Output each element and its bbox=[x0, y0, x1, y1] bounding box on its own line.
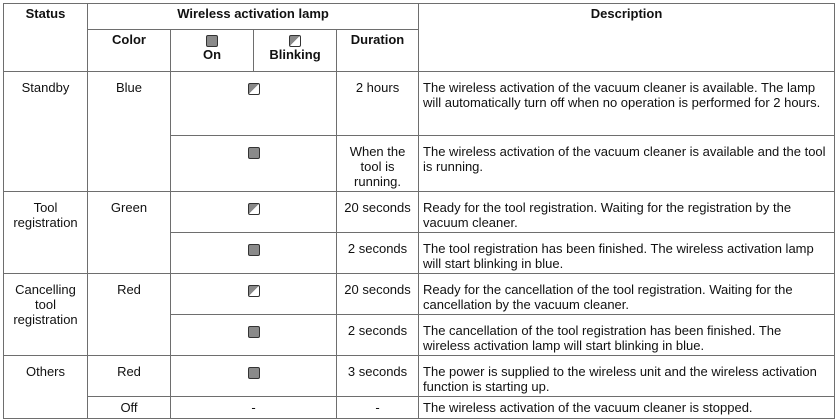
duration-cell: 20 seconds bbox=[337, 192, 419, 233]
header-blinking-label: Blinking bbox=[269, 47, 321, 62]
header-on bbox=[171, 30, 254, 72]
lamp-cell bbox=[171, 233, 337, 274]
description-cell: The cancellation of the tool registration has been finished. The wireless activation lamp will start blinking in blue. bbox=[419, 315, 835, 356]
status-cell: Cancelling tool registration bbox=[4, 274, 88, 356]
lamp-cell bbox=[171, 315, 337, 356]
duration-cell: 2 seconds bbox=[337, 315, 419, 356]
color-cell: Green bbox=[88, 192, 171, 274]
description-cell: The wireless activation of the vacuum cleaner is available and the tool is running. bbox=[419, 136, 835, 192]
description-cell: The wireless activation of the vacuum cleaner is stopped. bbox=[419, 397, 835, 419]
lamp-cell bbox=[171, 72, 337, 136]
duration-cell: 2 hours bbox=[337, 72, 419, 136]
lamp-on-icon bbox=[248, 244, 260, 256]
table-row bbox=[4, 192, 835, 233]
status-cell: Standby bbox=[4, 72, 88, 192]
description-cell: Ready for the cancellation of the tool registration. Waiting for the cancellation by the vacuum cleaner. bbox=[419, 274, 835, 315]
header-duration: Duration bbox=[337, 30, 419, 72]
duration-cell: - bbox=[337, 397, 419, 419]
lamp-cell bbox=[171, 192, 337, 233]
lamp-on-icon bbox=[248, 147, 260, 159]
lamp-cell bbox=[171, 356, 337, 397]
description-cell: The tool registration has been finished. The wireless activation lamp will start blinking in blue. bbox=[419, 233, 835, 274]
lamp-blinking-icon bbox=[248, 83, 260, 95]
lamp-on-icon bbox=[206, 35, 218, 47]
table-row bbox=[4, 274, 835, 315]
lamp-blinking-icon bbox=[248, 203, 260, 215]
lamp-cell: - bbox=[171, 397, 337, 419]
color-cell: Red bbox=[88, 356, 171, 397]
color-cell: Off bbox=[88, 397, 171, 419]
duration-cell: 2 seconds bbox=[337, 233, 419, 274]
lamp-on-icon bbox=[248, 326, 260, 338]
duration-cell: 20 seconds bbox=[337, 274, 419, 315]
lamp-blinking-icon bbox=[248, 285, 260, 297]
table-row bbox=[4, 397, 835, 419]
lamp-blinking-icon bbox=[289, 35, 301, 47]
status-cell: Others bbox=[4, 356, 88, 419]
header-color: Color bbox=[88, 30, 171, 72]
header-lamp: Wireless activation lamp bbox=[88, 4, 419, 30]
description-cell: The wireless activation of the vacuum cleaner is available. The lamp will automatically turn off when no operation is performed for 2 hours. bbox=[419, 72, 835, 136]
table-row bbox=[4, 72, 835, 136]
header-description: Description bbox=[419, 4, 835, 72]
description-cell: Ready for the tool registration. Waiting for the registration by the vacuum cleaner. bbox=[419, 192, 835, 233]
header-status: Status bbox=[4, 4, 88, 72]
header-blinking bbox=[254, 30, 337, 72]
duration-cell: 3 seconds bbox=[337, 356, 419, 397]
status-cell: Tool registration bbox=[4, 192, 88, 274]
lamp-cell bbox=[171, 274, 337, 315]
lamp-cell bbox=[171, 136, 337, 192]
description-cell: The power is supplied to the wireless unit and the wireless activation function is starting up. bbox=[419, 356, 835, 397]
wireless-lamp-table bbox=[3, 3, 835, 419]
duration-cell: When the tool is running. bbox=[337, 136, 419, 192]
header-on-label: On bbox=[202, 47, 222, 62]
table-row bbox=[4, 356, 835, 397]
color-cell: Red bbox=[88, 274, 171, 356]
color-cell: Blue bbox=[88, 72, 171, 192]
lamp-on-icon bbox=[248, 367, 260, 379]
